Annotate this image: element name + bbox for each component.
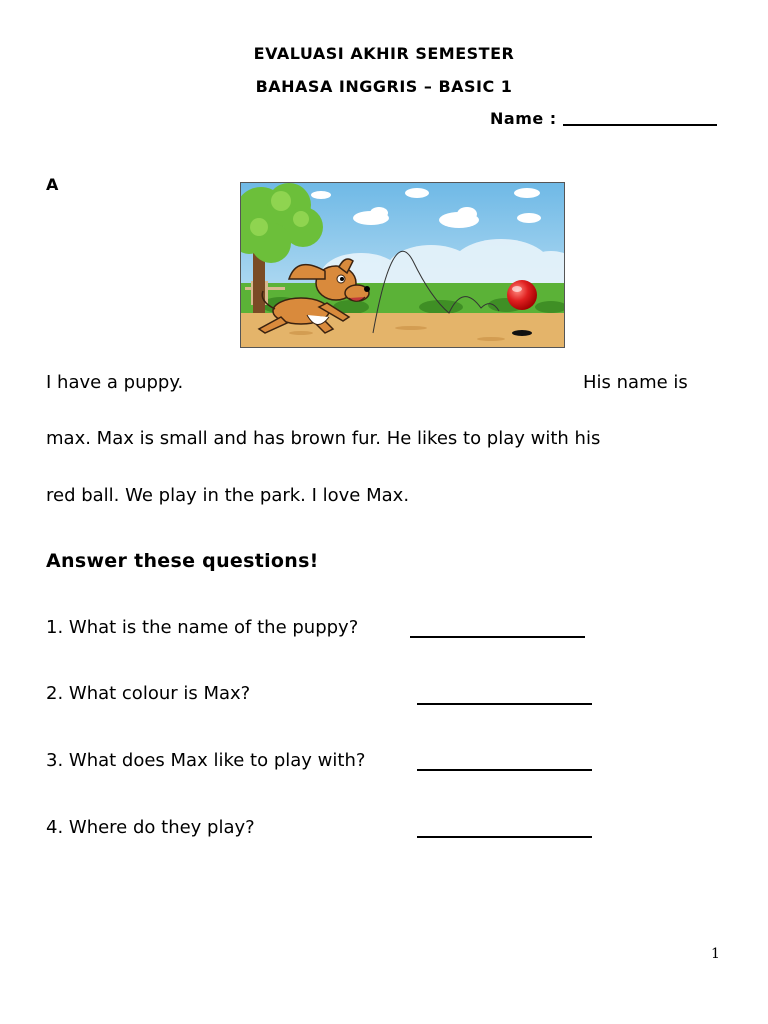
- worksheet-subtitle: BAHASA INGGRIS – BASIC 1: [255, 77, 513, 96]
- worksheet-title: EVALUASI AKHIR SEMESTER: [253, 44, 515, 63]
- name-label: Name :: [490, 109, 563, 128]
- name-blank-line[interactable]: [563, 124, 717, 126]
- questions-heading: Answer these questions!: [46, 550, 319, 572]
- story-line-1-left: I have a puppy.: [46, 372, 184, 393]
- answer-4-blank-line[interactable]: [417, 836, 592, 838]
- question-3: 3. What does Max like to play with?: [46, 750, 366, 771]
- answer-1-blank-line[interactable]: [410, 636, 585, 638]
- answer-2-blank-line[interactable]: [417, 703, 592, 705]
- question-4: 4. Where do they play?: [46, 817, 255, 838]
- puppy-playing-ball-illustration: [240, 182, 565, 348]
- story-line-3: red ball. We play in the park. I love Max.: [46, 485, 410, 506]
- section-label: A: [46, 175, 59, 194]
- story-line-1-right: His name is: [583, 372, 688, 393]
- story-line-2: max. Max is small and has brown fur. He likes to play with his: [46, 428, 601, 449]
- question-2: 2. What colour is Max?: [46, 683, 251, 704]
- page-number: 1: [711, 946, 720, 962]
- park-scene-icon: [241, 183, 564, 347]
- name-field-row: [490, 109, 717, 128]
- question-1: 1. What is the name of the puppy?: [46, 617, 359, 638]
- answer-3-blank-line[interactable]: [417, 769, 592, 771]
